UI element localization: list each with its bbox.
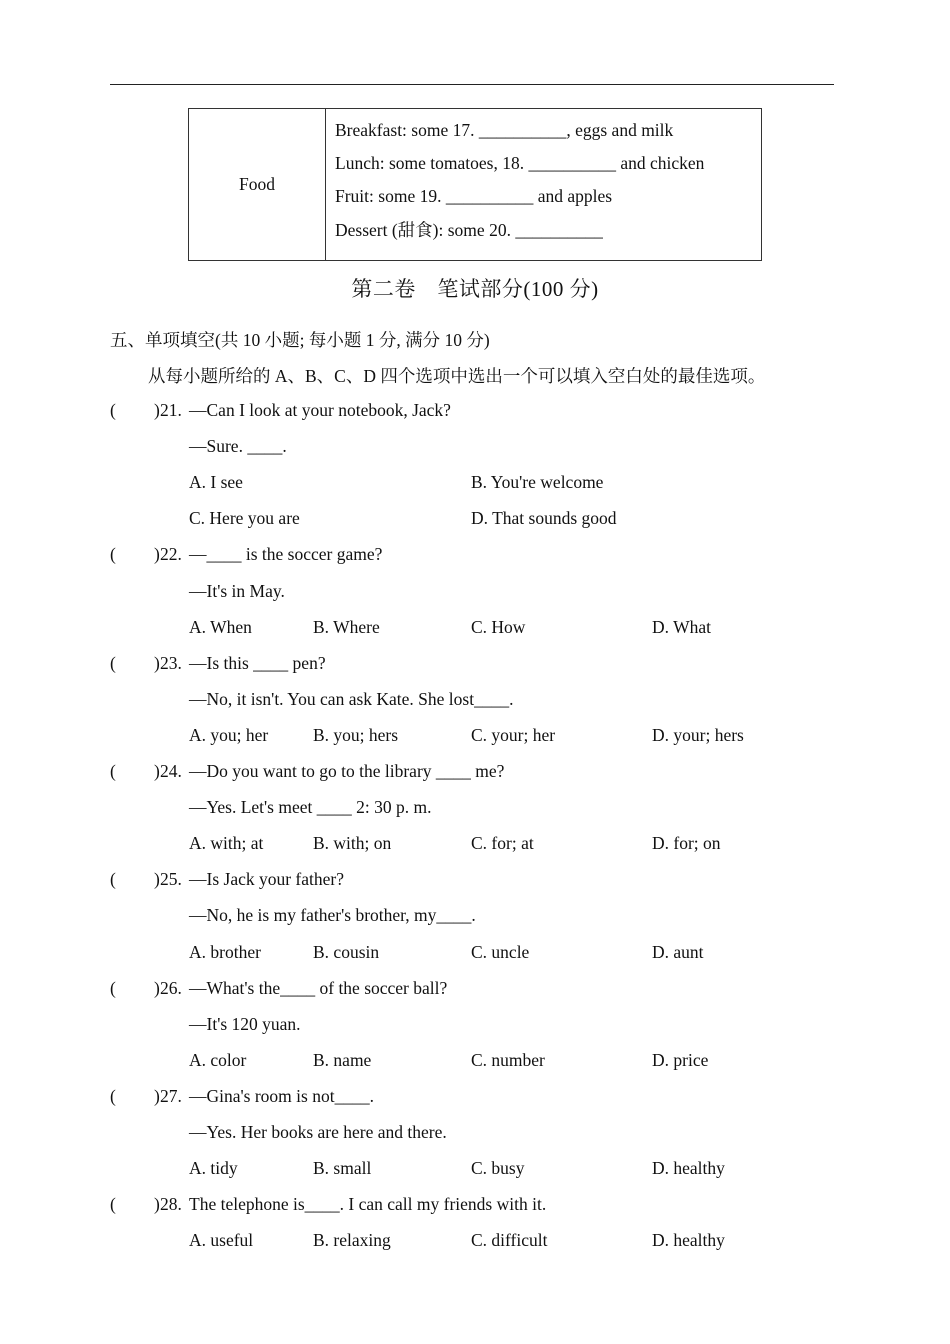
part5-instruction: 从每小题所给的 A、B、C、D 四个选项中选出一个可以填入空白处的最佳选项。 — [148, 366, 766, 386]
food-line-lunch: Lunch: some tomatoes, 18. __________ and chicken — [335, 153, 705, 173]
option[interactable]: D. price — [652, 1049, 709, 1070]
question-stem: —What's the____ of the soccer ball? — [189, 977, 448, 998]
option[interactable]: B. name — [313, 1049, 372, 1070]
option[interactable]: B. relaxing — [313, 1230, 391, 1251]
option[interactable]: B. you; hers — [313, 724, 399, 745]
option[interactable]: B. cousin — [313, 941, 380, 962]
option[interactable]: D. What — [652, 616, 711, 637]
header-rule — [110, 84, 834, 85]
question-stem: The telephone is____. I can call my friends with it. — [189, 1194, 547, 1215]
question-reply: —Sure. ____. — [189, 436, 287, 457]
food-line-fruit: Fruit: some 19. __________ and apples — [335, 186, 613, 206]
question-reply: —Yes. Let's meet ____ 2: 30 p. m. — [189, 797, 432, 818]
answer-blank-close: ) — [154, 400, 160, 420]
question-number: 21. — [160, 400, 182, 420]
option[interactable]: C. difficult — [471, 1230, 548, 1251]
option[interactable]: C. Here you are — [189, 508, 300, 529]
question-stem: —Gina's room is not____. — [189, 1085, 374, 1106]
option[interactable]: A. When — [189, 616, 252, 637]
food-table — [188, 108, 762, 261]
option[interactable]: C. for; at — [471, 833, 534, 854]
option[interactable]: D. your; hers — [652, 724, 744, 745]
option[interactable]: B. Where — [313, 616, 380, 637]
question-number: 23. — [160, 652, 182, 673]
question-reply: —Yes. Her books are here and there. — [189, 1122, 447, 1142]
answer-blank[interactable]: ( — [110, 544, 116, 565]
option[interactable]: D. healthy — [652, 1158, 725, 1179]
question-stem: —Is Jack your father? — [189, 869, 345, 890]
option[interactable]: C. How — [471, 616, 526, 637]
answer-blank-close: ) — [154, 977, 160, 998]
question-stem: —Is this ____ pen? — [189, 652, 326, 673]
question-number: 28. — [160, 1194, 182, 1215]
food-line-breakfast: Breakfast: some 17. __________, eggs and milk — [335, 120, 674, 140]
question-reply: —It's 120 yuan. — [189, 1013, 301, 1034]
question-stem: —____ is the soccer game? — [189, 544, 383, 565]
question-number: 25. — [160, 869, 182, 890]
option[interactable]: A. useful — [189, 1230, 254, 1251]
question-stem: —Do you want to go to the library ____ me? — [189, 761, 505, 781]
option[interactable]: D. That sounds good — [471, 508, 617, 529]
part5-heading: 五、单项填空(共 10 小题; 每小题 1 分, 满分 10 分) — [110, 330, 490, 350]
answer-blank-close: ) — [154, 652, 160, 673]
food-label: Food — [189, 109, 326, 260]
option[interactable]: A. color — [189, 1049, 247, 1070]
option[interactable]: C. uncle — [471, 941, 530, 962]
question-number: 27. — [160, 1085, 182, 1106]
section-title: 第二卷 笔试部分(100 分) — [351, 277, 599, 301]
option[interactable]: A. with; at — [189, 833, 264, 854]
option[interactable]: B. You're welcome — [471, 472, 604, 493]
option[interactable]: D. for; on — [652, 833, 721, 854]
question-reply: —No, he is my father's brother, my____. — [189, 905, 476, 926]
answer-blank[interactable]: ( — [110, 869, 116, 890]
question-number: 26. — [160, 977, 182, 998]
option[interactable]: A. tidy — [189, 1158, 238, 1179]
option[interactable]: A. brother — [189, 941, 261, 962]
option[interactable]: A. I see — [189, 472, 243, 493]
answer-blank[interactable]: ( — [110, 1085, 116, 1106]
answer-blank-close: ) — [154, 869, 160, 890]
food-line-dessert: Dessert (甜食): some 20. __________ — [335, 220, 603, 240]
option[interactable]: C. your; her — [471, 724, 556, 745]
option[interactable]: D. aunt — [652, 941, 704, 962]
answer-blank[interactable]: ( — [110, 400, 116, 420]
answer-blank[interactable]: ( — [110, 977, 116, 998]
option[interactable]: C. number — [471, 1049, 545, 1070]
option[interactable]: C. busy — [471, 1158, 525, 1179]
question-number: 22. — [160, 544, 182, 565]
option[interactable]: B. small — [313, 1158, 372, 1179]
question-number: 24. — [160, 761, 182, 781]
question-reply: —No, it isn't. You can ask Kate. She lost____. — [189, 688, 514, 709]
food-lines — [326, 109, 761, 260]
answer-blank[interactable]: ( — [110, 1194, 116, 1215]
option[interactable]: A. you; her — [189, 724, 269, 745]
question-stem: —Can I look at your notebook, Jack? — [189, 400, 451, 420]
answer-blank[interactable]: ( — [110, 652, 116, 673]
answer-blank-close: ) — [154, 761, 160, 781]
answer-blank-close: ) — [154, 1194, 160, 1215]
option[interactable]: B. with; on — [313, 833, 392, 854]
question-reply: —It's in May. — [189, 580, 285, 601]
answer-blank[interactable]: ( — [110, 761, 116, 781]
answer-blank-close: ) — [154, 1085, 160, 1106]
answer-blank-close: ) — [154, 544, 160, 565]
option[interactable]: D. healthy — [652, 1230, 725, 1251]
